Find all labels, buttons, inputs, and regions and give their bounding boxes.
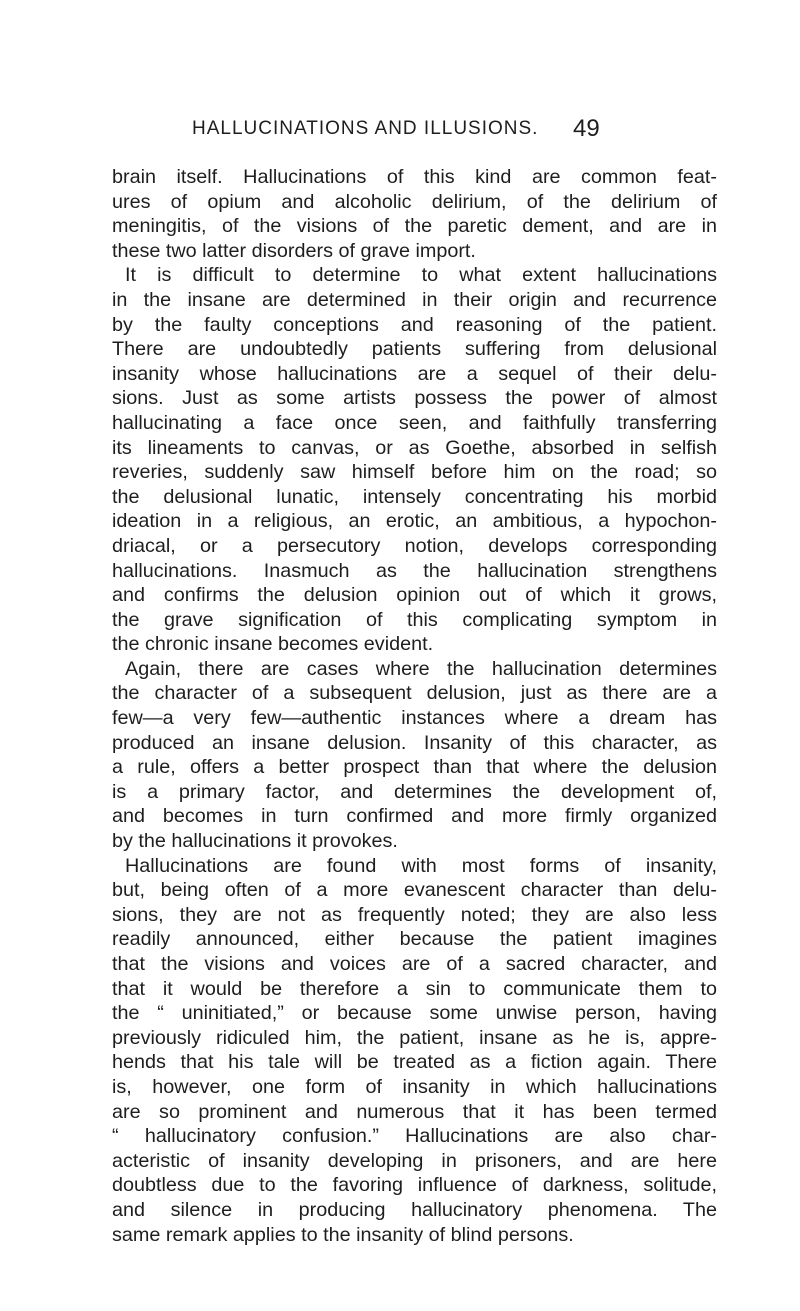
text-line: by the faulty conceptions and reasoning of the patient.	[112, 313, 717, 336]
text-line: hends that his tale will be treated as a fiction again. There	[112, 1051, 717, 1074]
text-line: and silence in producing hallucinatory phenomena. The	[112, 1198, 717, 1221]
text-line: reveries, suddenly saw himself before him on the road; so	[112, 461, 717, 484]
text-line: Hallucinations are found with most forms of insanity,	[125, 854, 717, 877]
text-line: previously ridiculed him, the patient, insane as he is, appre-	[112, 1026, 717, 1049]
text-line: ures of opium and alcoholic delirium, of the delirium of	[112, 190, 717, 213]
text-line: “ hallucinatory confusion.” Hallucinations are also char-	[112, 1125, 717, 1148]
text-line: readily announced, either because the patient imagines	[112, 928, 717, 951]
text-line: sions. Just as some artists possess the power of almost	[112, 387, 717, 410]
text-line: these two latter disorders of grave import.	[112, 239, 476, 262]
text-line: the character of a subsequent delusion, just as there are a	[112, 682, 717, 705]
text-line: ideation in a religious, an erotic, an ambitious, a hypochon-	[112, 510, 717, 533]
text-line: sions, they are not as frequently noted; they are also less	[112, 903, 717, 926]
text-line: a rule, offers a better prospect than that where the delusion	[112, 756, 717, 779]
text-line: It is difficult to determine to what extent hallucinations	[125, 264, 717, 287]
text-line: hallucinating a face once seen, and faithfully transferring	[112, 411, 717, 434]
text-line: the delusional lunatic, intensely concentrating his morbid	[112, 485, 717, 508]
text-line: driacal, or a persecutory notion, develops corresponding	[112, 534, 717, 557]
text-line: and becomes in turn confirmed and more firmly organized	[112, 805, 717, 828]
body-text	[112, 165, 717, 1247]
running-title: HALLUCINATIONS AND ILLUSIONS.	[192, 118, 539, 139]
text-line: brain itself. Hallucinations of this kind are common feat-	[112, 166, 717, 188]
text-line: its lineaments to canvas, or as Goethe, absorbed in selfish	[112, 436, 717, 459]
text-line: are so prominent and numerous that it has been termed	[112, 1100, 717, 1123]
text-line: but, being often of a more evanescent character than delu-	[112, 879, 717, 902]
text-line: insanity whose hallucinations are a sequel of their delu-	[112, 362, 717, 385]
text-line: meningitis, of the visions of the paretic dement, and are in	[112, 215, 717, 238]
text-line: is, however, one form of insanity in which hallucinations	[112, 1075, 717, 1098]
text-line: the grave signification of this complicating symptom in	[112, 608, 717, 631]
text-line: acteristic of insanity developing in prisoners, and are here	[112, 1149, 717, 1172]
text-line: the chronic insane becomes evident.	[112, 633, 434, 656]
text-line: same remark applies to the insanity of blind persons.	[112, 1223, 574, 1246]
text-line: There are undoubtedly patients suffering from delusional	[112, 338, 717, 361]
page-number: 49	[573, 115, 600, 142]
page-header	[0, 115, 800, 152]
text-line: few—a very few—authentic instances where a dream has	[112, 707, 717, 730]
text-line: in the insane are determined in their origin and recurrence	[112, 288, 717, 311]
text-line: produced an insane delusion. Insanity of this character, as	[112, 731, 717, 754]
text-line: the “ uninitiated,” or because some unwise person, having	[112, 1002, 717, 1025]
text-line: is a primary factor, and determines the development of,	[112, 780, 717, 803]
text-line: and confirms the delusion opinion out of which it grows,	[112, 584, 717, 607]
text-line: by the hallucinations it provokes.	[112, 830, 398, 853]
text-line: that the visions and voices are of a sacred character, and	[112, 953, 717, 975]
text-line: hallucinations. Inasmuch as the hallucination strengthens	[112, 559, 717, 582]
text-line: that it would be therefore a sin to communicate them to	[112, 977, 717, 1000]
text-line: doubtless due to the favoring influence of darkness, solitude,	[112, 1174, 717, 1197]
text-line: Again, there are cases where the hallucination determines	[125, 657, 717, 680]
